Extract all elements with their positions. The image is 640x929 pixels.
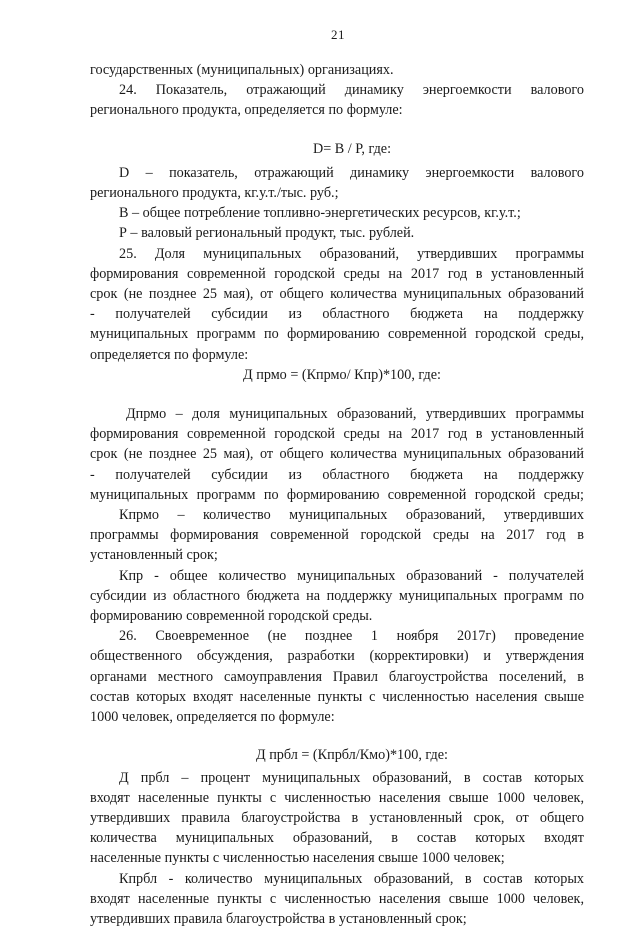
formula-energy-intensity: D= В / Р, где:	[312, 140, 392, 157]
text-line: - получателей субсидии из областного бюджета на поддержку	[90, 306, 584, 323]
text-line: Кпрмо – количество муниципальных образований, утвердивших	[119, 507, 584, 524]
text-line: 1000 человек, определяется по формуле:	[90, 709, 335, 726]
text-line: утвердивших правила благоустройства в установленный срок;	[90, 910, 467, 927]
document-body	[90, 60, 584, 929]
text-line: Дпрмо – доля муниципальных образований, утвердивших программы	[126, 406, 584, 423]
text-line: населенные пункты с численностью населения свыше 1000 человек;	[90, 850, 505, 867]
text-line: входят населенные пункты с численностью населения свыше 1000 человек,	[90, 789, 584, 806]
text-line: Д прбл – процент муниципальных образований, в состав которых	[119, 769, 584, 786]
text-line: установленный срок;	[90, 547, 218, 564]
text-line: программы формирования современной городской среды на 2017 год в	[90, 527, 584, 544]
item-24-heading: 24. Показатель, отражающий динамику энергоемкости валового	[119, 82, 584, 99]
page-number: 21	[331, 27, 345, 42]
text-line: В – общее потребление топливно-энергетических ресурсов, кг.у.т.;	[119, 205, 521, 222]
text-line: формирования современной городской среды на 2017 год в установленный	[90, 265, 584, 282]
text-line: субсидии из областного бюджета на поддержку муниципальных программ по	[90, 587, 584, 604]
formula-dprmo: Д прмо = (Кпрмо/ Кпр)*100, где:	[243, 366, 441, 383]
text-line: органами местного самоуправления Правил благоустройства поселений, в	[90, 668, 584, 685]
text-line: количества муниципальных образований, в состав которых входят	[90, 830, 584, 847]
item-26-heading: 26. Своевременное (не позднее 1 ноября 2017г) проведение	[119, 628, 584, 645]
text-line: общественного обсуждения, разработки (корректировки) и утверждения	[90, 648, 584, 665]
text-line: состав которых входят населенные пункты с численностью населения свыше	[90, 688, 584, 705]
text-line: муниципальных программ по формированию современной городской среды,	[90, 326, 584, 343]
text-line: входят населенные пункты с численностью населения свыше 1000 человек,	[90, 890, 584, 907]
text-line: - получателей субсидии из областного бюджета на поддержку	[90, 466, 584, 483]
text-line: формирования современной городской среды на 2017 год в установленный	[90, 426, 584, 443]
item-25-heading: 25. Доля муниципальных образований, утвердивших программы	[119, 245, 584, 262]
formula-dprbl: Д прбл = (Кпрбл/Кмо)*100, где:	[255, 747, 448, 764]
text-line: формированию современной городской среды.	[90, 608, 373, 625]
text-line: регионального продукта, определяется по формуле:	[90, 102, 403, 119]
text-line: регионального продукта, кг.у.т./тыс. руб.;	[90, 185, 339, 202]
text-line: утвердивших правила благоустройства в установленный срок, от общего	[90, 809, 584, 826]
text-line: определяется по формуле:	[90, 346, 249, 363]
text-line: Р – валовый региональный продукт, тыс. рублей.	[119, 225, 415, 242]
text-line: государственных (муниципальных) организациях.	[90, 62, 394, 78]
text-line: Кпрбл - количество муниципальных образований, в состав которых	[119, 870, 584, 887]
text-line: D – показатель, отражающий динамику энергоемкости валового	[119, 164, 584, 181]
text-line: муниципальных программ по формированию современной городской среды;	[90, 486, 584, 503]
text-line: Кпр - общее количество муниципальных образований - получателей	[119, 567, 584, 584]
text-line: срок (не позднее 25 мая), от общего количества муниципальных образований	[90, 446, 584, 463]
text-line: срок (не позднее 25 мая), от общего количества муниципальных образований	[90, 286, 584, 303]
